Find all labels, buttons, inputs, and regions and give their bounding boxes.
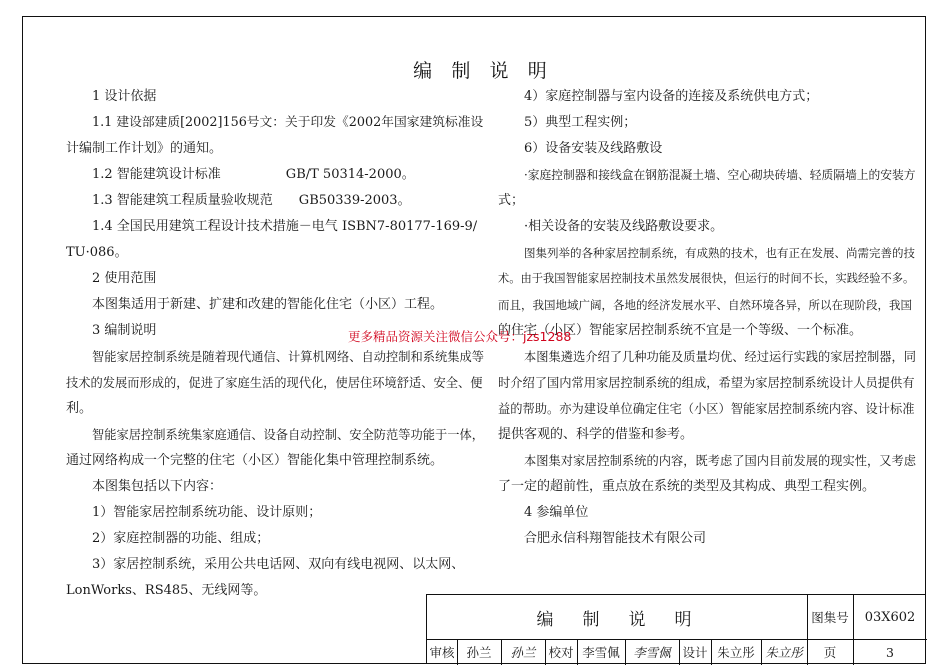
text-line: 式； bbox=[498, 193, 525, 208]
review-label: 审核 bbox=[429, 645, 455, 660]
text-line: 利。 bbox=[66, 401, 93, 416]
atlas-label: 图集号 bbox=[811, 610, 849, 625]
text-line: 4 参编单位 bbox=[524, 505, 589, 520]
text-line: 通过网络构成一个完整的住宅（小区）智能化集中管理控制系统。 bbox=[66, 453, 444, 468]
text-line: 1）智能家居控制系统功能、设计原则； bbox=[92, 505, 322, 520]
text-line: 合肥永信科翔智能技术有限公司 bbox=[524, 531, 707, 546]
text-line: 智能家居控制系统是随着现代通信、计算机网络、自动控制和系统集成等 bbox=[92, 350, 484, 364]
text-line: 2 使用范围 bbox=[92, 271, 157, 286]
text-line: LonWorks、RS485、无线网等。 bbox=[66, 583, 267, 598]
page-title: 编 制 说 明 bbox=[413, 60, 547, 82]
text-line: 3）家居控制系统，采用公共电话网、双向有线电视网、以太网、 bbox=[92, 557, 465, 572]
text-line: 1.3 智能建筑工程质量验收规范 GB50339-2003。 bbox=[92, 193, 411, 208]
text-line: 本图集包括以下内容： bbox=[92, 479, 223, 494]
text-line: 4）家庭控制器与室内设备的连接及系统供电方式； bbox=[524, 89, 819, 104]
text-line: TU·086。 bbox=[66, 245, 128, 260]
text-line: 而且，我国地域广阔，各地的经济发展水平、自然环境各异，所以在现阶段，我国 bbox=[498, 298, 912, 312]
review-signature: 孙兰 bbox=[510, 645, 536, 660]
design-label: 设计 bbox=[682, 645, 708, 660]
text-line: 益的帮助。亦为建设单位确定住宅（小区）智能家居控制系统内容、设计标准 bbox=[498, 402, 915, 416]
page-number: 3 bbox=[886, 644, 894, 660]
text-line: 时介绍了国内常用家居控制系统的组成，希望为家居控制系统设计人员提供有 bbox=[498, 376, 915, 390]
text-line: 的住宅（小区）智能家居控制系统不宜是一个等级、一个标准。 bbox=[498, 323, 863, 338]
atlas-number: 03X602 bbox=[864, 609, 916, 625]
text-line: 术。由于我国智能家居控制技术虽然发展很快，但运行的时间不长，实践经验不多。 bbox=[498, 272, 915, 285]
text-line: 1.2 智能建筑设计标准 GB/T 50314-2000。 bbox=[92, 167, 415, 182]
review-name: 孙兰 bbox=[466, 645, 492, 660]
text-line: 图集列举的各种家居控制系统，有成熟的技术，也有正在发展、尚需完善的技 bbox=[524, 246, 915, 260]
text-line: 6）设备安装及线路敷设 bbox=[524, 141, 663, 156]
watermark-text: 更多精品资源关注微信公众号：jzs1288 bbox=[348, 329, 572, 344]
text-line: 3 编制说明 bbox=[92, 323, 157, 338]
text-line: 5）典型工程实例； bbox=[524, 115, 637, 130]
text-line: ·家庭控制器和接线盒在钢筋混凝土墙、空心砌块砖墙、轻质隔墙上的安装方 bbox=[524, 168, 916, 182]
text-line: 1.1 建设部建质[2002]156号文：关于印发《2002年国家建筑标准设 bbox=[92, 115, 484, 130]
titleblock-name: 编 制 说 明 bbox=[536, 609, 698, 630]
text-line: 技术的发展而形成的，促进了家庭生活的现代化，使居住环境舒适、安全、便 bbox=[66, 376, 483, 390]
design-signature: 朱立彤 bbox=[765, 645, 803, 660]
text-line: 本图集适用于新建、扩建和改建的智能化住宅（小区）工程。 bbox=[92, 297, 444, 312]
right-column bbox=[498, 84, 916, 552]
title-block bbox=[426, 594, 926, 664]
text-line: 提供客观的、科学的借鉴和参考。 bbox=[498, 427, 694, 442]
check-name: 李雪佩 bbox=[582, 645, 620, 660]
text-line: 了一定的超前性，重点放在系统的类型及其构成、典型工程实例。 bbox=[498, 479, 876, 494]
text-line: 本图集对家居控制系统的内容，既考虑了国内目前发展的现实性，又考虑 bbox=[524, 454, 916, 468]
page-label: 页 bbox=[823, 645, 837, 660]
text-line: 计编制工作计划》的通知。 bbox=[66, 141, 223, 156]
text-line: ·相关设备的安装及线路敷设要求。 bbox=[524, 219, 724, 234]
check-label: 校对 bbox=[548, 645, 574, 660]
design-name: 朱立彤 bbox=[717, 645, 755, 660]
text-line: 2）家庭控制器的功能、组成； bbox=[92, 531, 270, 546]
text-line: 本图集遴选介绍了几种功能及质量均优、经过运行实践的家居控制器，同 bbox=[524, 350, 916, 364]
text-line: 智能家居控制系统集家庭通信、设备自动控制、安全防范等功能于一体， bbox=[92, 428, 484, 442]
check-signature: 李雪佩 bbox=[633, 645, 671, 660]
text-line: 1.4 全国民用建筑工程设计技术措施－电气 ISBN7-80177-169-9/ bbox=[92, 219, 478, 234]
text-line: 1 设计依据 bbox=[92, 89, 157, 104]
